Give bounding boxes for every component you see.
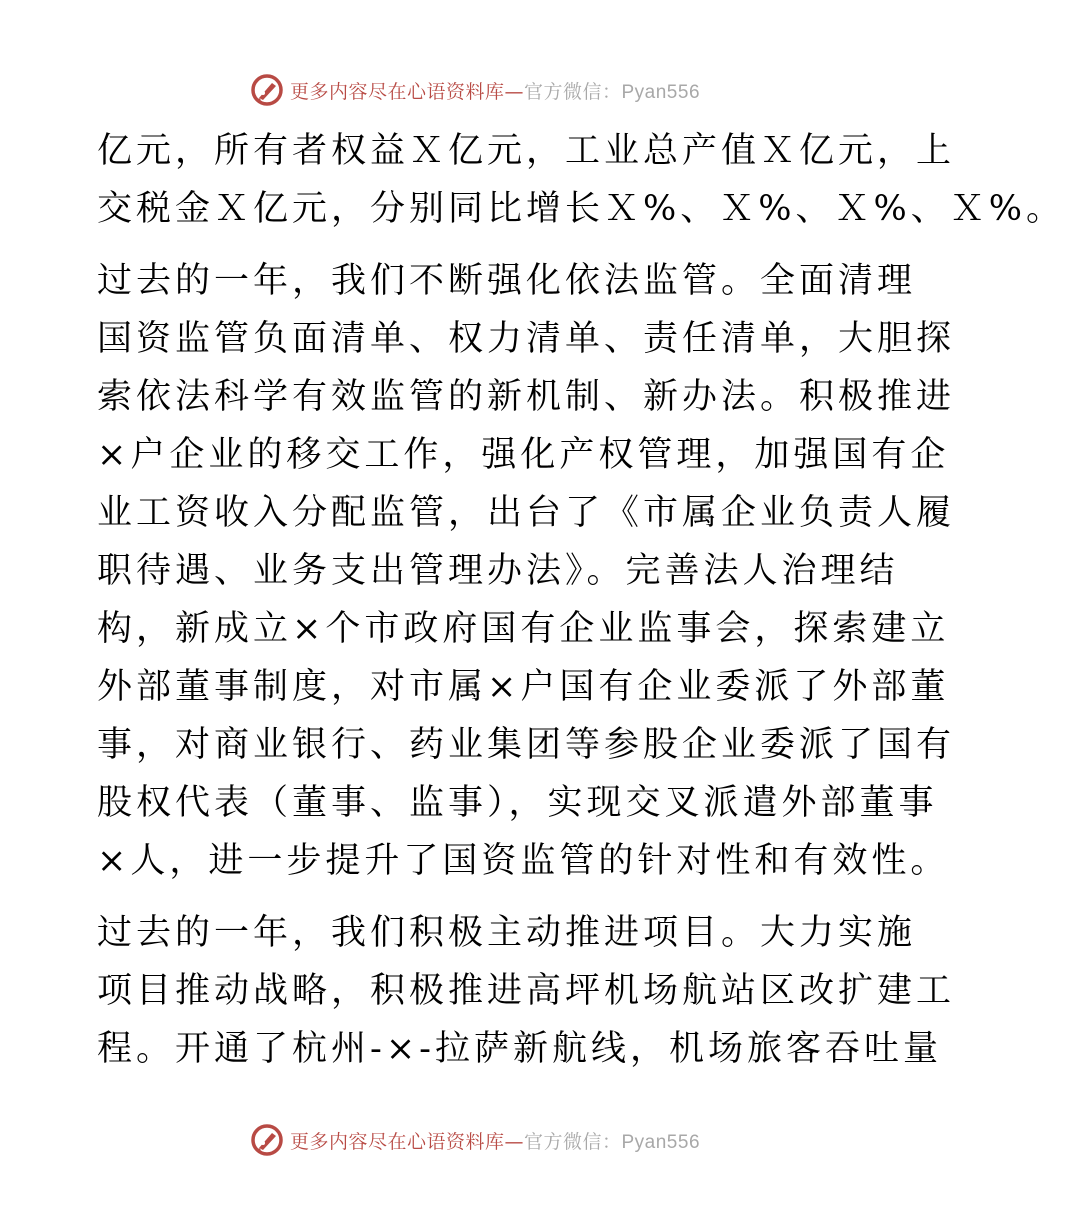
text-line: 过去的一年，我们积极主动推进项目。大力实施 [97, 913, 917, 953]
text-line: 索依法科学有效监管的新机制、新办法。积极推进 [97, 377, 956, 417]
watermark-site: 更多内容尽在心语资料库 [289, 80, 505, 103]
text-line: 交税金Ｘ亿元，分别同比增长Ｘ%、Ｘ%、Ｘ%、Ｘ%。 [97, 189, 1065, 229]
watermark-wechat-id: Pyan556 [621, 1131, 701, 1153]
pen-logo-icon [250, 1123, 284, 1157]
header-watermark [0, 70, 950, 110]
paragraph [97, 904, 956, 1078]
watermark-wechat-id: Pyan556 [621, 81, 701, 103]
text-line: 股权代表（董事、监事），实现交叉派遣外部董事 [97, 783, 938, 823]
paragraph [97, 252, 956, 890]
watermark-label: 官方微信： [523, 1130, 622, 1153]
text-line: 构，新成立×个市政府国有企业监事会，探索建立 [97, 609, 950, 649]
text-line: 事，对商业银行、药业集团等参股企业委派了国有 [97, 725, 956, 765]
watermark-text [290, 77, 700, 104]
watermark-group [250, 1123, 700, 1157]
text-line: 程。开通了杭州-×-拉萨新航线，机场旅客吞吐量 [97, 1029, 942, 1069]
footer-watermark [0, 1120, 950, 1160]
watermark-text [290, 1127, 700, 1154]
text-line: 外部董事制度，对市属×户国有企业委派了外部董 [97, 667, 950, 707]
document-body [97, 122, 1065, 1078]
text-line: 职待遇、业务支出管理办法》。完善法人治理结 [97, 551, 899, 591]
paragraph [97, 122, 1065, 238]
text-line: 项目推动战略，积极推进高坪机场航站区改扩建工 [97, 971, 956, 1011]
text-line: ×户企业的移交工作，强化产权管理，加强国有企 [97, 435, 950, 475]
pen-logo-icon [250, 73, 284, 107]
text-line: 过去的一年，我们不断强化依法监管。全面清理 [97, 261, 917, 301]
watermark-dash: — [504, 1130, 524, 1153]
text-line: 业工资收入分配监管，出台了《市属企业负责人履 [97, 493, 956, 533]
text-line: 国资监管负面清单、权力清单、责任清单，大胆探 [97, 319, 956, 359]
paragraph-gap [97, 890, 857, 904]
watermark-dash: — [504, 80, 524, 103]
paragraph-gap [97, 238, 857, 252]
watermark-site: 更多内容尽在心语资料库 [289, 1130, 505, 1153]
watermark-label: 官方微信： [523, 80, 622, 103]
text-line: 亿元，所有者权益Ｘ亿元，工业总产值Ｘ亿元，上 [97, 131, 956, 171]
watermark-group [250, 73, 700, 107]
text-line: ×人，进一步提升了国资监管的针对性和有效性。 [97, 841, 950, 881]
